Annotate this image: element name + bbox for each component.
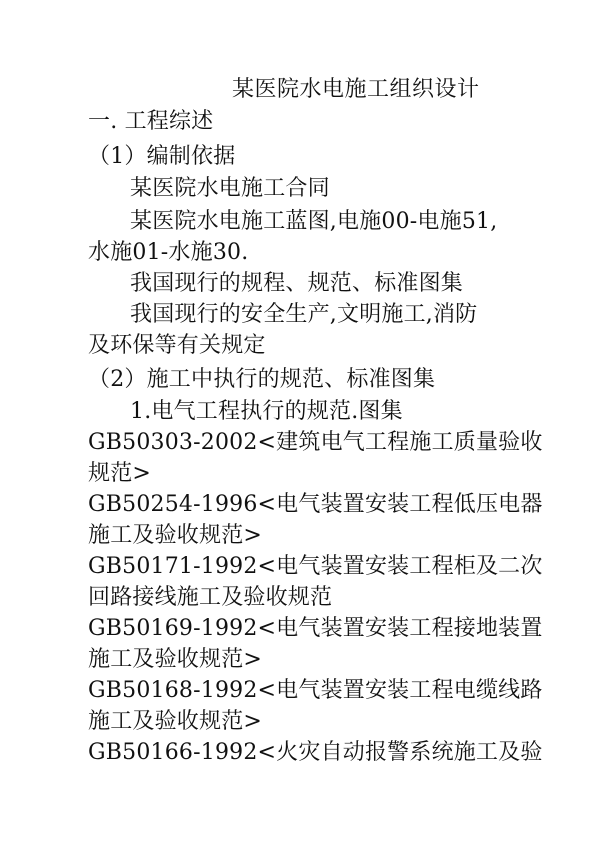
- document-title: 某医院水电施工组织设计: [232, 77, 480, 102]
- standard-line: GB50169-1992<电气装置安装工程接地装置: [88, 616, 543, 641]
- paragraph-line: 我国现行的安全生产,文明施工,消防: [130, 302, 478, 327]
- standard-line: 施工及验收规范>: [88, 647, 263, 672]
- paragraph-line: 某医院水电施工合同: [130, 176, 330, 201]
- paragraph-line: 及环保等有关规定: [88, 333, 266, 358]
- standard-line: 施工及验收规范>: [88, 709, 263, 734]
- section-heading-overview: 一. 工程综述: [88, 109, 214, 134]
- standard-line: GB50171-1992<电气装置安装工程柜及二次: [88, 554, 543, 579]
- paragraph-line: 1.电气工程执行的规范.图集: [130, 399, 403, 424]
- subsection-heading-standards: （2）施工中执行的规范、标准图集: [88, 367, 436, 392]
- standard-line: GB50303-2002<建筑电气工程施工质量验收: [88, 430, 543, 455]
- standard-line: 回路接线施工及验收规范: [88, 585, 333, 610]
- standard-line: GB50254-1996<电气装置安装工程低压电器: [88, 492, 543, 517]
- standard-line: GB50168-1992<电气装置安装工程电缆线路: [88, 678, 543, 703]
- standard-line: GB50166-1992<火灾自动报警系统施工及验: [88, 740, 543, 765]
- standard-line: 规范>: [88, 461, 152, 486]
- standard-line: 施工及验收规范>: [88, 523, 263, 548]
- paragraph-line: 某医院水电施工蓝图,电施00-电施51,: [130, 209, 498, 234]
- paragraph-line: 水施01-水施30.: [88, 240, 249, 265]
- paragraph-line: 我国现行的规程、规范、标准图集: [130, 271, 464, 296]
- subsection-heading-basis: （1）编制依据: [88, 144, 236, 169]
